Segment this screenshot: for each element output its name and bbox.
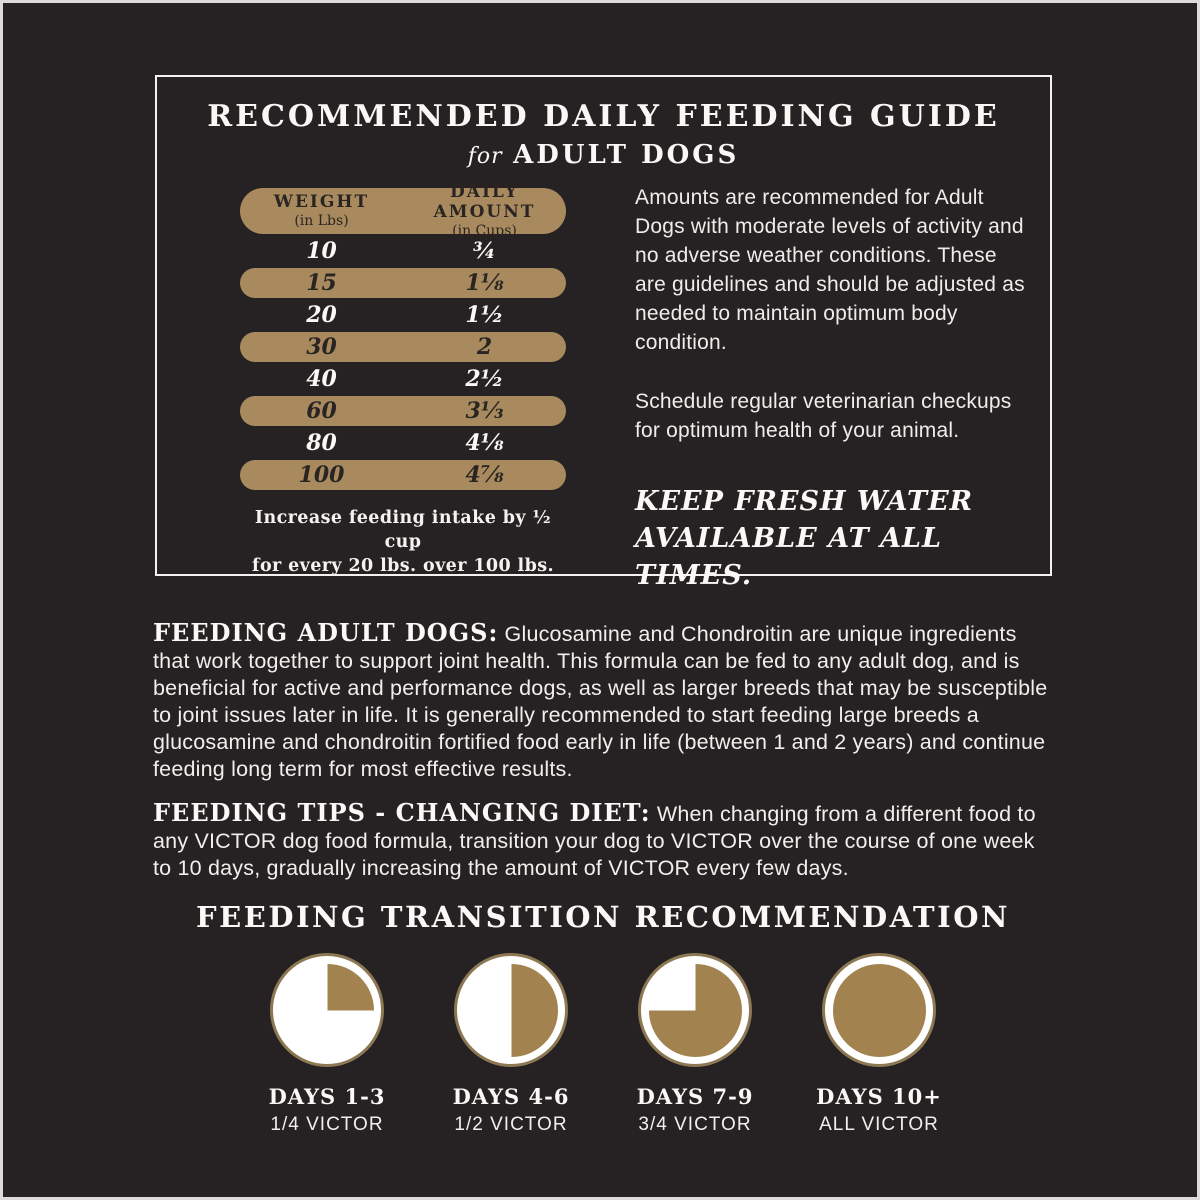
daily-feeding-guide-box [155,75,1052,591]
amount-column-header: DAILY AMOUNT (in Cups) [433,182,536,239]
feeding-adult-dogs-heading: FEEDING ADULT DOGS: [153,618,499,647]
weight-value: 20 [306,302,337,328]
pie-ring [822,953,936,1067]
table-row [240,332,566,362]
weight-value: 60 [306,398,337,424]
step-amount-label: ALL VICTOR [819,1114,939,1135]
half-pie-icon [465,964,558,1057]
feeding-adult-dogs-section [153,619,1059,783]
amount-value: ¾ [473,238,496,264]
quarter-pie-icon [281,964,374,1057]
amount-value: 4⅞ [465,462,504,488]
weight-value: 100 [298,462,345,488]
step-amount-label: 1/4 VICTOR [270,1114,384,1135]
weight-value: 40 [306,366,337,392]
fresh-water-emphasis: KEEP FRESH WATER AVAILABLE AT ALL TIMES. [635,486,974,591]
feeding-tips-body: When changing from a different food to any VICTOR dog food formula, transition your dog to VICTOR over the course of one week to 10 days, gradually increasing the amount of VICTOR every few days. [153,802,1036,880]
feeding-tips-heading: FEEDING TIPS - CHANGING DIET: [153,798,651,827]
notes-paragraph-2: Schedule regular veterinarian checkups for optimum health of your animal. [635,390,1012,442]
transition-step [620,953,770,1136]
transition-step [436,953,586,1136]
three-quarter-pie-icon [649,964,742,1057]
transition-step [252,953,402,1136]
pie-ring [270,953,384,1067]
table-row [240,364,566,394]
full-pie-icon [833,964,926,1057]
step-days-label: DAYS 1-3 [268,1084,386,1109]
step-days-label: DAYS 10+ [816,1084,942,1109]
table-row [240,268,566,298]
step-days-label: DAYS 4-6 [452,1084,570,1109]
table-row [240,396,566,426]
feeding-adult-dogs-body: Glucosamine and Chondroitin are unique ingredients that work together to support joint health. This formula can be fed to any adult dog, and is beneficial for active and performance dogs, as well as larger breeds that may be susceptible to joint issues later in life. It is generally recommended to start feeding large breeds a glucosamine and chondroitin fortified food early in life (between 1 and 2 years) and continue feeding long term for most effective results. [153,622,1048,781]
weight-value: 10 [306,238,337,264]
table-row [240,300,566,330]
table-row [240,460,566,490]
amount-value: 1½ [465,302,504,328]
table-row [240,428,566,458]
weight-value: 30 [306,334,337,360]
guide-title: RECOMMENDED DAILY FEEDING GUIDE [207,99,1000,134]
weight-value: 15 [306,270,337,296]
table-row [240,236,566,266]
amount-value: 1⅛ [465,270,504,296]
step-days-label: DAYS 7-9 [636,1084,754,1109]
transition-heading: FEEDING TRANSITION RECOMMENDATION [196,900,1010,934]
feeding-table-header [240,182,566,239]
amount-value: 2½ [465,366,504,392]
transition-step [804,953,954,1136]
feeding-table [240,182,566,578]
guide-subtitle-audience: ADULT DOGS [513,140,740,170]
table-footnote: Increase feeding intake by ½ cup for every 20 lbs. over 100 lbs. [252,508,554,576]
pie-ring [638,953,752,1067]
notes-paragraph-1: Amounts are recommended for Adult Dogs with moderate levels of activity and no adverse weather conditions. These are guidelines and should be adjusted as needed to maintain optimum body condition. [635,186,1025,354]
step-amount-label: 1/2 VICTOR [454,1114,568,1135]
feeding-tips-section [153,799,1059,882]
guide-notes [635,183,1027,594]
transition-steps [3,953,1200,1136]
amount-value: 2 [476,334,493,360]
weight-column-header: WEIGHT (in Lbs) [273,192,370,229]
weight-value: 80 [306,430,337,456]
guide-subtitle-prefix: for [467,144,503,169]
guide-subtitle [157,140,1050,170]
pie-ring [454,953,568,1067]
amount-value: 3⅓ [465,398,504,424]
amount-value: 4⅛ [465,430,504,456]
step-amount-label: 3/4 VICTOR [638,1114,752,1135]
